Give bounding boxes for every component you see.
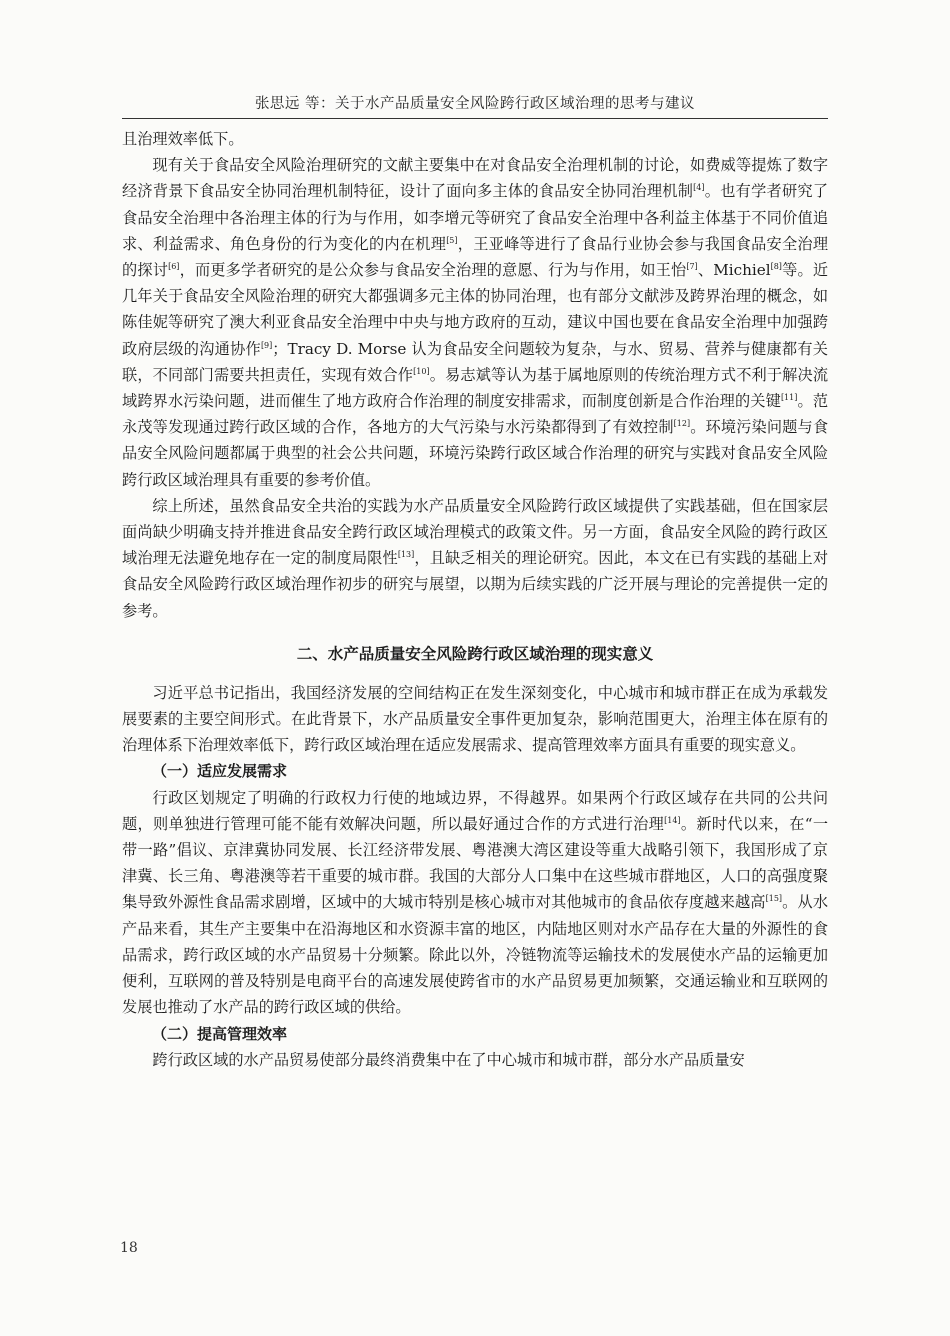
running-header-title: 张思远 等：关于水产品质量安全风险跨行政区域治理的思考与建议 xyxy=(254,96,696,112)
paragraph-continuation: 且治理效率低下。 xyxy=(122,130,244,148)
page-number: 18 xyxy=(120,1240,138,1256)
text-run: 、Michiel xyxy=(697,261,771,280)
text-run: 行政区划规定了明确的行政权力行使的地域边界，不得越界。如果两个行政区域存在共同的公共问题，则单独进行管理可能不能有效解决问题，所以最好通过合作的方式进行治理 xyxy=(122,788,828,833)
text-run: 综上所述，虽然食品安全共治的实践为水产品质量安全风险跨行政区域提供了实践基础，但在国家层面尚缺少明确支持并推进食品安全跨行政区域治理模式的政策文件。另一方面，食品安全风险的跨行政区域治理无法避免地存在一定的制度局限性 xyxy=(122,496,828,568)
citation-ref: [4] xyxy=(693,183,705,193)
text-run: ，且缺乏相关的理论研究。因此，本文在已有实践的基础上对食品安全风险跨行政区域治理作初步的研究与展望，以期为后续实践的广泛开展与理论的完善提供一定的参考。 xyxy=(122,549,829,620)
text-run: 。从水产品来看，其生产主要集中在沿海地区和水资源丰富的地区，内陆地区则对水产品存在大量的外源性的食品需求，跨行政区域的水产品贸易十分频繁。除此以外，冷链物流等运输技术的发展使水产品的运输更加便利，互联网的普及特别是电商平台的高速发展使跨省市的水产品贸易更加频繁，交通运输业和互联网的发展也推动了水产品的跨行政区域的供给。 xyxy=(122,893,829,1017)
header-rule xyxy=(122,118,828,119)
paragraph-efficiency: 跨行政区域的水产品贸易使部分最终消费集中在了中心城市和城市群，部分水产品质量安 xyxy=(152,1050,745,1069)
text-run: ，王亚峰等进行了食品行业协会参与我国食品安全治理的探讨 xyxy=(122,234,829,280)
subsection-heading-adapt: （一）适应发展需求 xyxy=(152,762,288,781)
text-run: 。范永茂等发现通过跨行政区域的合作，各地方的大气污染与水污染都得到了有效控制 xyxy=(122,392,829,437)
paragraph-literature-review xyxy=(122,152,828,493)
citation-ref: [14] xyxy=(664,815,681,825)
citation-ref: [8] xyxy=(770,261,782,271)
citation-ref: [9] xyxy=(260,340,273,350)
subsection-heading-efficiency: （二）提高管理效率 xyxy=(152,1024,288,1043)
citation-ref: [6] xyxy=(168,261,180,271)
paragraph-section-intro: 习近平总书记指出，我国经济发展的空间结构正在发生深刻变化，中心城市和城市群正在成为承载发展要素的主要空间形式。在此背景下，水产品质量安全事件更加复杂，影响范围更大，治理主体在原有的治理体系下治理效率低下，跨行政区域治理在适应发展需求、提高管理效率方面具有重要的现实意义。 xyxy=(122,683,828,755)
citation-ref: [10] xyxy=(413,366,430,376)
citation-ref: [13] xyxy=(397,550,415,560)
citation-ref: [7] xyxy=(686,261,698,271)
text-run: 等。近几年关于食品安全风险治理的研究大都强调多元主体的协同治理，也有部分文献涉及跨界治理的概念，如陈佳妮等研究了澳大利亚食品安全治理中中央与地方政府的互动，建议中国也要在食品安全治理中加强跨政府层级的沟通协作 xyxy=(122,261,829,358)
citation-ref: [15] xyxy=(765,894,783,904)
text-run: 。也有学者研究了食品安全治理中各治理主体的行为与作用，如李增元等研究了食品安全治理中各利益主体基于不同价值追求、利益需求、角色身份的行为变化的内在机理 xyxy=(122,182,829,253)
text-run: ，而更多学者研究的是公众参与食品安全治理的意愿、行为与作用，如王怡 xyxy=(179,261,687,280)
text-run: 现有关于食品安全风险治理研究的文献主要集中在对食品安全治理机制的讨论，如费威等提炼了数字经济背景下食品安全协同治理机制特征，设计了面向多主体的食品安全协同治理机制 xyxy=(122,156,828,201)
citation-ref: [11] xyxy=(780,392,798,402)
section-heading: 二、水产品质量安全风险跨行政区域治理的现实意义 xyxy=(296,644,654,663)
text-run: ；Tracy D. Morse 认为食品安全问题较为复杂，与水、贸易、营养与健康都有关联，不同部门需要共担责任，实现有效合作 xyxy=(122,339,828,384)
citation-ref: [12] xyxy=(673,419,691,429)
paragraph-adapt-development xyxy=(122,785,828,1021)
text-run: 。新时代以来，在“一带一路”倡议、京津冀协同发展、长江经济带发展、粤港澳大湾区建设等重大战略引领下，我国形成了京津冀、长三角、粤港澳等若干重要的城市群。我国的大部分人口集中在这些城市群地区，人口的高强度聚集导致外源性食品需求剧增，区域中的大城市特别是核心城市对其他城市的食品依存度越来越高 xyxy=(122,814,829,912)
text-run: 。易志斌等认为基于属地原则的传统治理方式不利于解决流域跨界水污染问题，进而催生了地方政府合作治理的制度安排需求，而制度创新是合作治理的关键 xyxy=(122,365,829,411)
text-run: 。环境污染问题与食品安全风险问题都属于典型的社会公共问题，环境污染跨行政区域合作治理的研究与实践对食品安全风险跨行政区域治理具有重要的参考价值。 xyxy=(122,418,829,489)
paragraph-summary xyxy=(122,493,828,624)
article-body xyxy=(122,126,828,1073)
citation-ref: [5] xyxy=(446,235,458,245)
